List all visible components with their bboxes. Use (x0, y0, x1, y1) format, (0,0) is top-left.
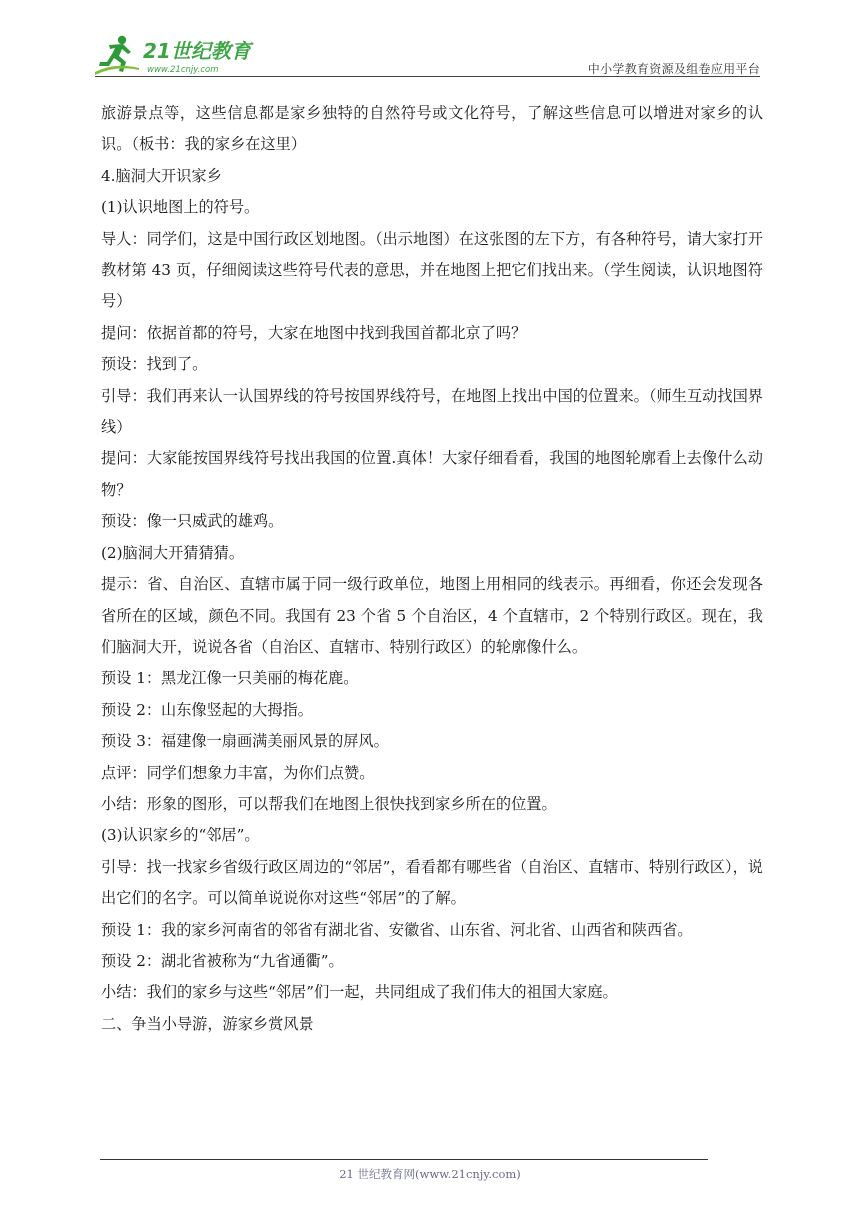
subsection-heading: (1)认识地图上的符号。 (101, 198, 260, 217)
platform-title: 中小学教育资源及组卷应用平台 (587, 62, 760, 76)
paragraph: 提示：省、自治区、直辖市属于同一级行政单位，地图上用相同的线表示。再细看，你还会发现各省所在的区域，颜色不同。我国有 23 个省 5 个自治区，4 个直辖市，2 个特别行政区。现在，我们脑洞大开，说说各省（自治区、直辖市、特别行政区）的轮廓像什么。 (101, 575, 763, 656)
paragraph: 预设 3：福建像一扇画满美丽风景的屏风。 (101, 732, 389, 751)
subsection-heading: (2)脑洞大开猜猜猜。 (101, 543, 245, 562)
paragraph: 提问：依据首都的符号，大家在地图中找到我国首都北京了吗？ (101, 323, 527, 342)
paragraph: 预设 2：湖北省被称为“九省通衢”。 (101, 951, 344, 970)
subsection-heading: (3)认识家乡的“邻居”。 (101, 826, 260, 845)
paragraph: 预设：找到了。 (101, 355, 208, 374)
paragraph: 预设 2：山东像竖起的大拇指。 (101, 700, 313, 719)
paragraph: 小结：形象的图形，可以帮我们在地图上很快找到家乡所在的位置。 (101, 794, 557, 813)
paragraph: 点评：同学们想象力丰富，为你们点赞。 (101, 763, 375, 782)
document-body (101, 98, 763, 1040)
paragraph: 提问：大家能按国界线符号找出我国的位置.真体！大家仔细看看，我国的地图轮廓看上去像什么动物？ (101, 449, 763, 499)
paragraph: 旅游景点等，这些信息都是家乡独特的自然符号或文化符号，了解这些信息可以增进对家乡的认识。（板书：我的家乡在这里） (101, 104, 763, 154)
paragraph: 预设：像一只威武的雄鸡。 (101, 512, 284, 531)
paragraph: 预设 1：我的家乡河南省的邻省有湖北省、安徽省、山东省、河北省、山西省和陕西省。 (101, 920, 693, 939)
section-heading: 4.脑洞大开识家乡 (101, 166, 222, 185)
footer-text: 21 世纪教育网(www.21cnjy.com) (339, 1167, 521, 1181)
logo-text: 21世纪教育 (143, 39, 251, 63)
logo-url: www.21cnjy.com (147, 65, 219, 75)
header-divider (95, 76, 760, 77)
paragraph: 引导：我们再来认一认国界线的符号按国界线符号，在地图上找出中国的位置来。（师生互动找国界线） (101, 386, 763, 437)
paragraph: 引导：找一找家乡省级行政区周边的“邻居”，看看都有哪些省（自治区、直辖市、特别行政区），说出它们的名字。可以简单说说你对这些“邻居”的了解。 (101, 857, 763, 908)
paragraph: 导人：同学们，这是中国行政区划地图。（出示地图）在这张图的左下方，有各种符号，请大家打开教材第 43 页，仔细阅读这些符号代表的意思，并在地图上把它们找出来。（学生阅读，认识地图符号） (101, 229, 763, 311)
runner-icon (95, 36, 139, 75)
section-heading: 二、争当小导游，游家乡赏风景 (101, 1014, 314, 1033)
paragraph: 预设 1：黑龙江像一只美丽的梅花鹿。 (101, 669, 359, 688)
paragraph: 小结：我们的家乡与这些“邻居”们一起，共同组成了我们伟大的祖国大家庭。 (101, 983, 618, 1002)
logo-21cnjy (95, 32, 265, 78)
page-header (95, 32, 760, 78)
footer-divider (100, 1159, 708, 1160)
